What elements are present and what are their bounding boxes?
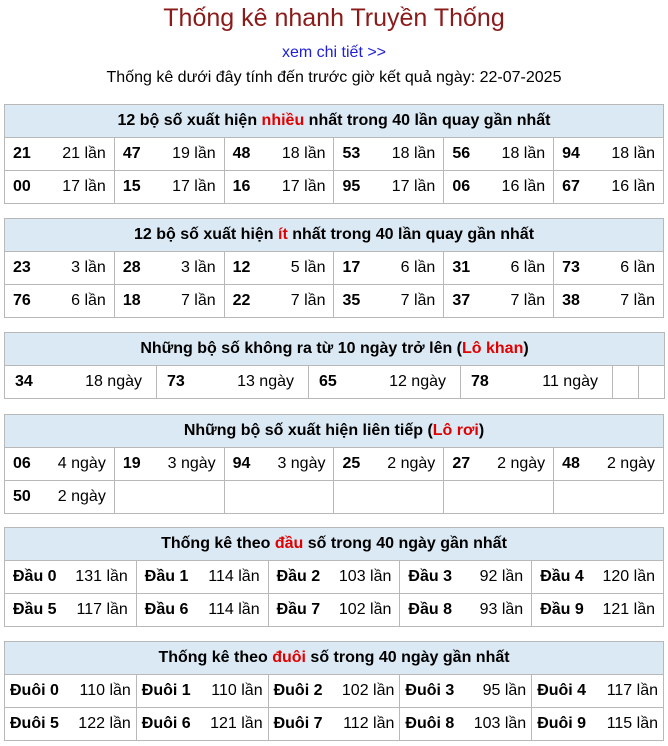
table-cell: 28 3 lần	[114, 252, 224, 285]
table-cell: Đuôi 3 95 lần	[400, 675, 532, 708]
table-cell: 35 7 lần	[334, 285, 444, 318]
table-cell: 18 7 lần	[114, 285, 224, 318]
table-cell: 94 18 lần	[554, 138, 664, 171]
table-cell-empty	[444, 481, 554, 514]
table-cell: Đuôi 0 110 lần	[5, 675, 137, 708]
table-cell: Đầu 1 114 lần	[136, 561, 268, 594]
table-cell: 27 2 ngày	[444, 448, 554, 481]
table-cell: 94 3 ngày	[224, 448, 334, 481]
table-cell: Đầu 7 102 lần	[268, 594, 400, 627]
table-cell: 67 16 lần	[554, 171, 664, 204]
table-cell: Đuôi 2 102 lần	[268, 675, 400, 708]
table-cell: 53 18 lần	[334, 138, 444, 171]
table-cell-empty	[114, 481, 224, 514]
table-cell-empty	[554, 481, 664, 514]
table-cell: 16 17 lần	[224, 171, 334, 204]
table-cell: 34 18 ngày	[5, 366, 157, 399]
table-cell: 73 6 lần	[554, 252, 664, 285]
table-cell: Đầu 9 121 lần	[532, 594, 664, 627]
table-cell: Đuôi 7 112 lần	[268, 708, 400, 741]
lo-khan-table	[4, 332, 665, 399]
table-cell-empty	[639, 366, 665, 399]
table-cell: Đuôi 9 115 lần	[532, 708, 664, 741]
table-cell: 21 21 lần	[5, 138, 115, 171]
table-cell: 37 7 lần	[444, 285, 554, 318]
table-cell: 17 6 lần	[334, 252, 444, 285]
table-cell: 48 18 lần	[224, 138, 334, 171]
lo-roi-heading: Những bộ số xuất hiện liên tiếp (Lô rơi)	[5, 415, 664, 448]
table-cell: 19 3 ngày	[114, 448, 224, 481]
table-cell: Đầu 4 120 lần	[532, 561, 664, 594]
table-cell: Đầu 2 103 lần	[268, 561, 400, 594]
table-cell: 00 17 lần	[5, 171, 115, 204]
table-cell: Đuôi 1 110 lần	[136, 675, 268, 708]
table-cell: Đầu 6 114 lần	[136, 594, 268, 627]
table-cell: Đuôi 6 121 lần	[136, 708, 268, 741]
table-cell: Đuôi 5 122 lần	[5, 708, 137, 741]
table-cell: 48 2 ngày	[554, 448, 664, 481]
table-cell: 22 7 lần	[224, 285, 334, 318]
table-cell: 23 3 lần	[5, 252, 115, 285]
page-subtitle: Thống kê dưới đây tính đến trước giờ kết quả ngày: 22-07-2025	[106, 69, 562, 86]
table-cell: Đầu 0 131 lần	[5, 561, 137, 594]
table-cell: Đầu 3 92 lần	[400, 561, 532, 594]
table-cell-empty	[224, 481, 334, 514]
table-cell: 76 6 lần	[5, 285, 115, 318]
table-cell: 38 7 lần	[554, 285, 664, 318]
table-cell: 15 17 lần	[114, 171, 224, 204]
most-frequent-table	[4, 104, 664, 204]
table-cell: 50 2 ngày	[5, 481, 115, 514]
table-cell: 25 2 ngày	[334, 448, 444, 481]
table-cell: Đuôi 8 103 lần	[400, 708, 532, 741]
table-cell: 56 18 lần	[444, 138, 554, 171]
table-cell-empty	[613, 366, 639, 399]
dau-table	[4, 527, 664, 627]
table-cell: 06 4 ngày	[5, 448, 115, 481]
least-frequent-heading: 12 bộ số xuất hiện ít nhất trong 40 lần quay gần nhất	[5, 219, 664, 252]
most-frequent-heading: 12 bộ số xuất hiện nhiều nhất trong 40 lần quay gần nhất	[5, 105, 664, 138]
table-cell: 31 6 lần	[444, 252, 554, 285]
table-cell: Đuôi 4 117 lần	[532, 675, 664, 708]
table-cell: Đầu 5 117 lần	[5, 594, 137, 627]
table-cell-empty	[334, 481, 444, 514]
duoi-heading: Thống kê theo đuôi số trong 40 ngày gần nhất	[5, 642, 664, 675]
table-cell: 12 5 lần	[224, 252, 334, 285]
table-cell: 65 12 ngày	[309, 366, 461, 399]
least-frequent-table	[4, 218, 664, 318]
table-cell: Đầu 8 93 lần	[400, 594, 532, 627]
dau-heading: Thống kê theo đầu số trong 40 ngày gần nhất	[5, 528, 664, 561]
table-cell: 78 11 ngày	[461, 366, 613, 399]
lo-khan-heading: Những bộ số không ra từ 10 ngày trở lên (Lô khan)	[5, 333, 665, 366]
duoi-table	[4, 641, 664, 741]
page-title: Thống kê nhanh Truyền Thống	[163, 4, 505, 32]
lo-roi-table	[4, 414, 664, 514]
table-cell: 06 16 lần	[444, 171, 554, 204]
table-cell: 73 13 ngày	[157, 366, 309, 399]
details-link[interactable]: xem chi tiết >>	[281, 44, 387, 61]
table-cell: 95 17 lần	[334, 171, 444, 204]
table-cell: 47 19 lần	[114, 138, 224, 171]
